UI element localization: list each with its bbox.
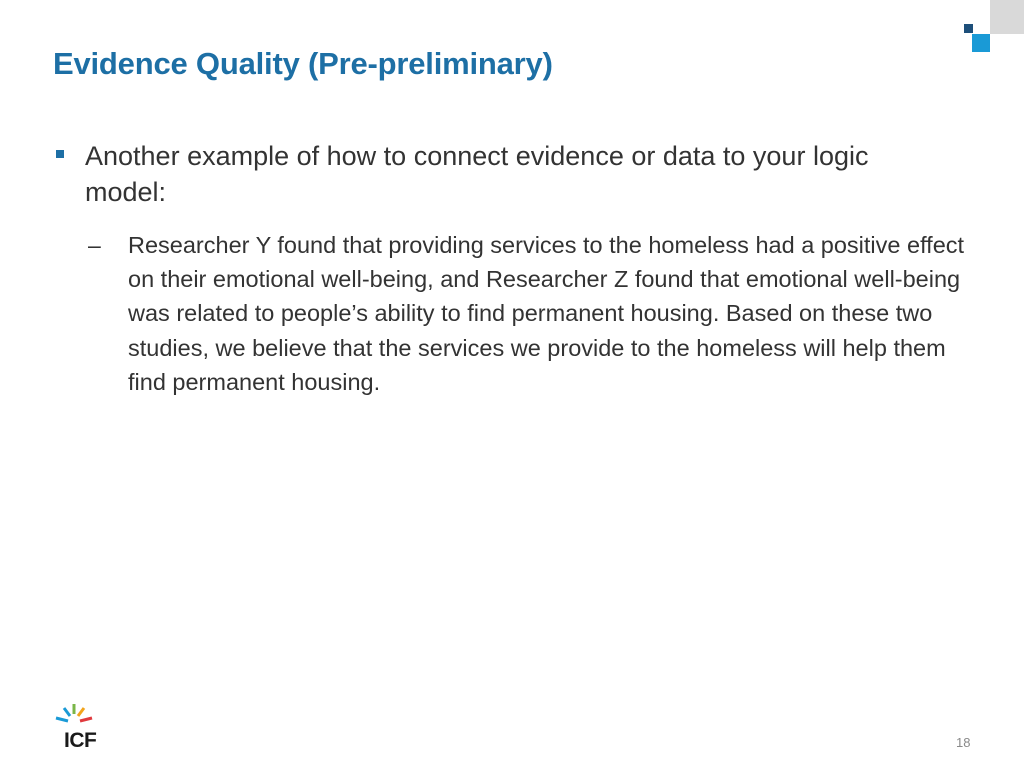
slide-title: Evidence Quality (Pre-preliminary) (53, 46, 553, 81)
square-bullet-icon (56, 150, 64, 158)
logo-text: ICF (64, 729, 97, 752)
corner-squares-decoration (960, 0, 1024, 56)
bullet-item (53, 138, 953, 210)
sub-bullet-text: Researcher Y found that providing services to the homeless had a positive effect on their emotional well-being, and Researcher Z found that emotional well-being was related to people’s ability to find permanent housing. Based on these two studies, we believe that the services we provide to the homeless will help them find permanent housing. (128, 232, 965, 395)
sub-bullet-item (88, 228, 968, 399)
page-number: 18 (956, 735, 971, 750)
dash-bullet-marker: – (88, 232, 101, 258)
bullet-text: Another example of how to connect evidence or data to your logic model: (85, 141, 869, 207)
